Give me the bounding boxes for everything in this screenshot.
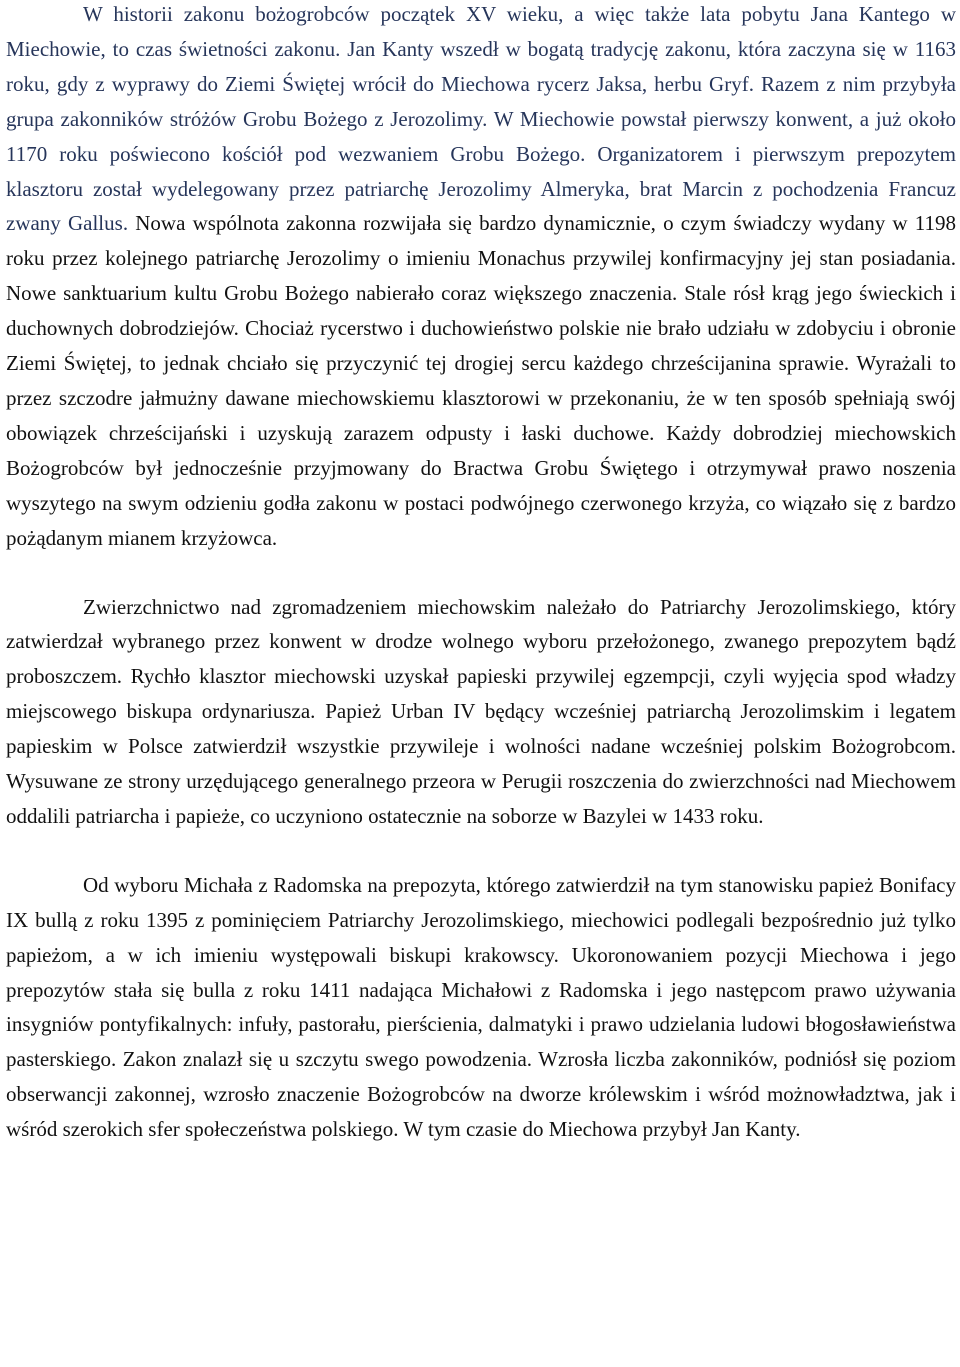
paragraph-michal-z-radomska: Od wyboru Michała z Radomska na prepozyta, którego zatwierdził na tym stanowisku papież Bonifacy IX bullą z roku 1395 z pominięciem Patriarchy Jerozolimskiego, miechowici podlegali bezpośrednio już tylko papieżom, a w ich imieniu występowali biskupi krakowscy. Ukoronowaniem pozycji Miechowa i jego prepozytów stała się bulla z roku 1411 nadająca Michałowi z Radomska i jego następcom prawo używania insygniów pontyfikalnych: infuły, pastorału, pierścienia, dalmatyki i prawo udzielania ludowi błogosławieństwa pasterskiego. Zakon znalazł się u szczytu swego powodzenia. Wzrosła liczba zakonników, podniósł się poziom obserwancji zakonnej, wzrosło znaczenie Bożogrobców na dworze królewskim i wśród możnowładztwa, jak i wśród szerokich sfer społeczeństwa polskiego. W tym czasie do Miechowa przybył Jan Kanty.	[6, 872, 956, 1142]
paragraph-history-intro-text: W historii zakonu bożogrobców początek XV wieku, a więc także lata pobytu Jana Kantego w Miechowie, to czas świetności zakonu. Jan Kanty wszedł w bogatą tradycję zakonu, która zaczyna się w 1163 roku, gdy z wyprawy do Ziemi Świętej wrócił do Miechowa rycerz Jaksa, herbu Gryf. Razem z nim przybyła grupa zakonników stróżów Grobu Bożego z Jerozolimy. W Miechowie powstał pierwszy konwent, a już około 1170 roku poświecono kościół pod wezwaniem Grobu Bożego. Organizatorem i pierwszym prepozytem klasztoru został wydelegowany przez patriarchę Jerozolimy Almeryka, brat Marcin z pochodzenia Francuz zwany Gallus.	[6, 2, 956, 236]
document-page	[6, 0, 956, 1147]
paragraph-history-of-order	[6, 0, 956, 556]
paragraph-jurisdiction: Zwierzchnictwo nad zgromadzeniem miechowskim należało do Patriarchy Jerozolimskiego, który zatwierdzał wybranego przez konwent w drodze wolnego wyboru przełożonego, zwanego prepozytem bądź proboszczem. Rychło klasztor miechowski uzyskał papieski przywilej egzempcji, czyli wyjęcia spod władzy miejscowego biskupa ordynariusza. Papież Urban IV będący wcześniej patriarchą Jerozolimskim i legatem papieskim w Polsce zatwierdził wszystkie przywileje i wolności nadane wcześniej polskim Bożogrobcom. Wysuwane ze strony urzędującego generalnego przeora w Perugii roszczenia do zwierzchności nad Miechowem oddalili patriarcha i papieże, co uczyniono ostatecznie na soborze w Bazylei w 1433 roku.	[6, 594, 956, 828]
paragraph-history-community-text: Nowa wspólnota zakonna rozwijała się bardzo dynamicznie, o czym świadczy wydany w 1198 roku przez kolejnego patriarchę Jerozolimy o imieniu Monachus przywilej konfirmacyjny jej stan posiadania. Nowe sanktuarium kultu Grobu Bożego nabierało coraz większego znaczenia. Stale rósł krąg jego świeckich i duchownych dobrodziejów. Chociaż rycerstwo i duchowieństwo polskie nie brało udziału w zdobyciu i obronie Ziemi Świętej, to jednak chciało się przyczynić tej drogiej sercu każdego chrześcijanina sprawie. Wyrażali to przez szczodre jałmużny dawane miechowskiemu klasztorowi w przekonaniu, że w ten sposób spełniają swój obowiązek chrześcijański i uzyskują zarazem odpusty i łaski duchowe. Każdy dobrodziej miechowskich Bożogrobców był jednocześnie przyjmowany do Bractwa Grobu Świętego i otrzymywał prawo noszenia wyszytego na swym odzieniu godła zakonu w postaci podwójnego czerwonego krzyża, co wiązało się z bardzo pożądanym mianem krzyżowca.	[6, 211, 956, 550]
